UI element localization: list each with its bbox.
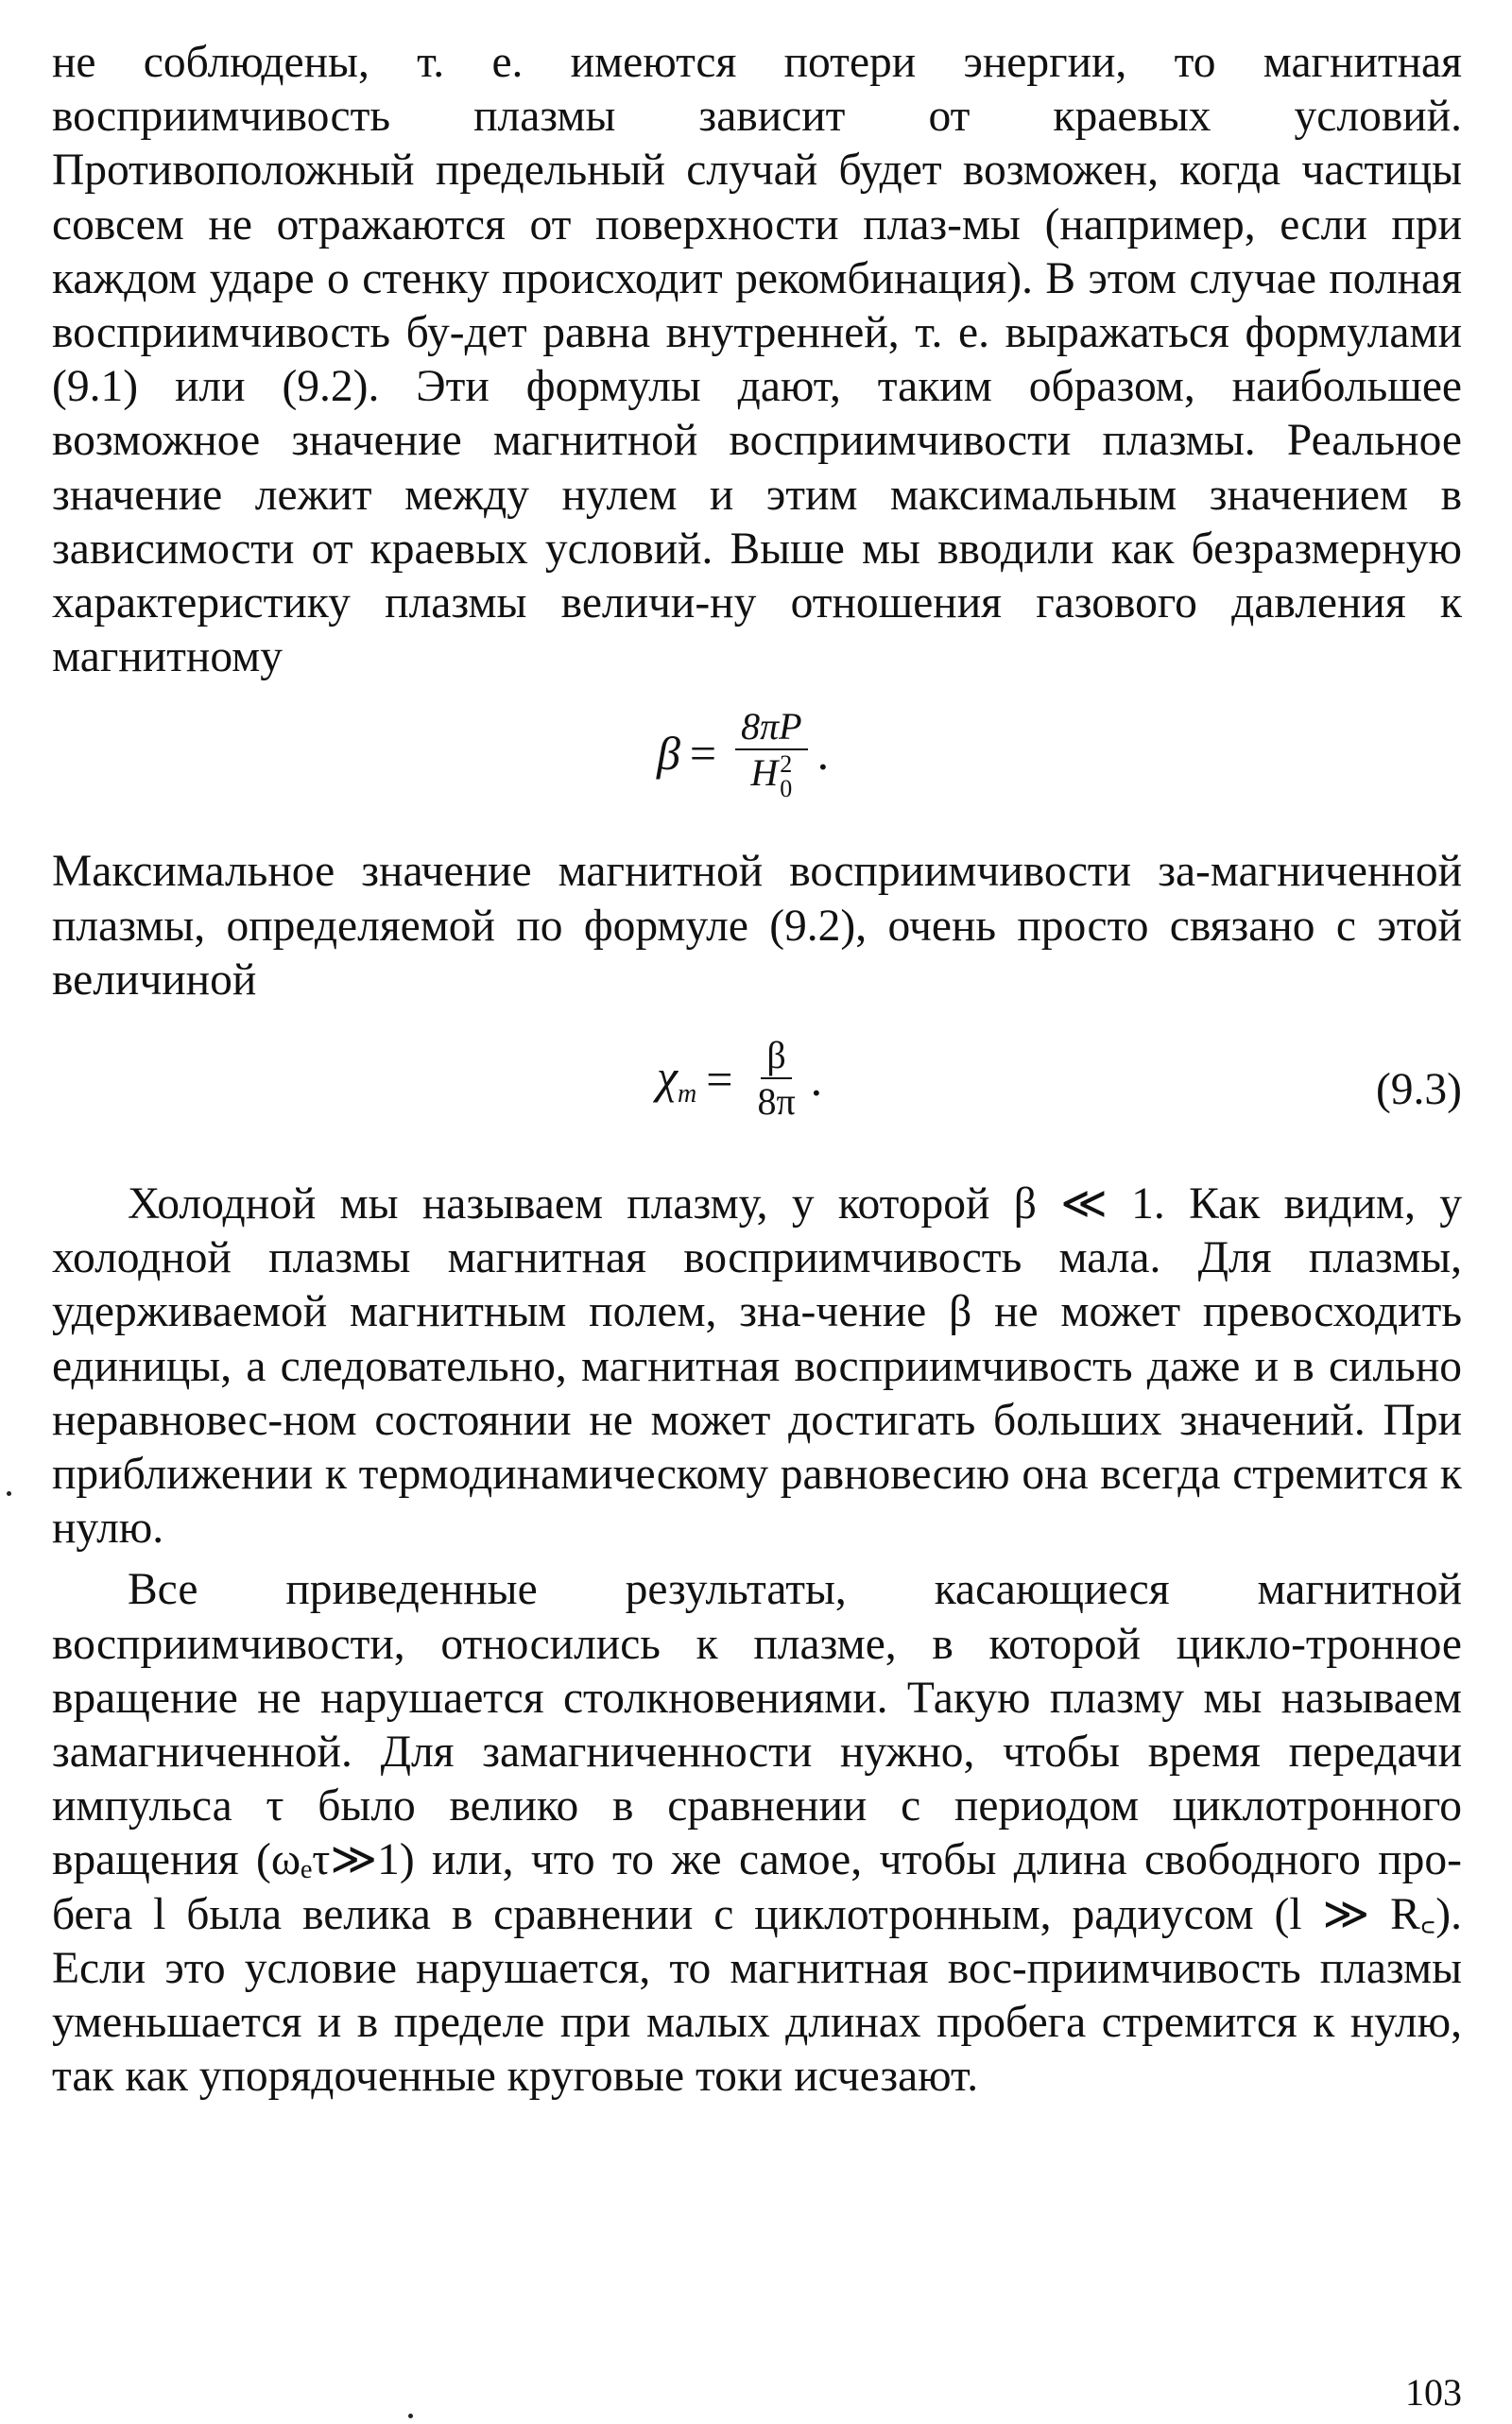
formula-beta-end: . (816, 727, 830, 781)
formula-beta (52, 684, 1462, 845)
formula-beta-denominator-sub: 0 (780, 775, 793, 803)
formula-chi-fraction (751, 1034, 800, 1125)
formula-beta-denominator-sup: 2 (780, 750, 793, 779)
paragraph-2: Максимальное значение магнитной восприимчивости за-магниченной плазмы, определяемой по формуле (9.2), очень просто связано с этой величиной (52, 847, 1462, 1005)
formula-chi (52, 1007, 1462, 1178)
page-number: 103 (1405, 2371, 1462, 2414)
formula-beta-eq: = (689, 727, 717, 781)
formula-chi-lhs-sub: m (678, 1079, 697, 1109)
formula-chi-eq: = (706, 1053, 733, 1107)
formula-chi-denominator: 8π (757, 1080, 796, 1124)
formula-beta-numerator: 8πP (735, 705, 807, 750)
scan-speck (7, 1491, 11, 1496)
paragraph-1: не соблюдены, т. е. имеются потери энергии, то магнитная восприимчивость плазмы зависит от краевых условий. Противоположный предельный случай будет возможен, когда частицы совсем не отражаются от поверхности плаз-мы (например, если при каждом ударе о стенку происходит рекомбинация). В этом случае полная восприимчивость бу-дет равна внутренней, т. е. выражаться формулами (9.1) или (9.2). Эти формулы дают, таким образом, наибольшее возможное значение магнитной восприимчивости плазмы. Реальное значение лежит между нулем и этим максимальным значением в зависимости от краевых условий. Выше мы вводили как безразмерную характеристику плазмы величи-ну отношения газового давления к магнитному (52, 38, 1462, 682)
formula-beta-denominator-base: H (750, 751, 779, 795)
formula-chi-end: . (810, 1053, 823, 1107)
formula-chi-lhs: $\chi_m$ (657, 1050, 697, 1109)
formula-beta-lhs: β (657, 727, 680, 781)
formula-chi-numerator: β (761, 1034, 791, 1079)
formula-beta-denominator (745, 750, 798, 801)
page-body (52, 36, 1462, 2105)
equation-number: (9.3) (1375, 1065, 1462, 1115)
scan-speck (408, 2414, 413, 2418)
paragraph-4: Все приведенные результаты, касающиеся магнитной восприимчивости, относились к плазме, в которой цикло-тронное вращение не нарушается столкновениями. Такую плазму мы называем замагниченной. Для замагниченности нужно, чтобы время передачи импульса τ было велико в сравнении с периодом циклотронного вращения (ωₑτ≫1) или, что то же самое, чтобы длина свободного про-бега l была велика в сравнении с циклотронным, радиусом (l ≫ R꜀). Если это условие нарушается, то магнитная вос-приимчивость плазмы уменьшается и в пределе при малых длинах пробега стремится к нулю, так как упорядоченные круговые токи исчезают. (52, 1565, 1462, 2102)
paragraph-3: Холодной мы называем плазму, у которой β ≪ 1. Как видим, у холодной плазмы магнитная восприимчивость мала. Для плазмы, удерживаемой магнитным полем, зна-чение β не может превосходить единицы, а следовательно, магнитная восприимчивость даже и в сильно неравновес-ном состоянии не может достигать больших значений. При приближении к термодинамическому равновесию она всегда стремится к нулю. (52, 1179, 1462, 1554)
formula-beta-fraction (735, 705, 807, 801)
